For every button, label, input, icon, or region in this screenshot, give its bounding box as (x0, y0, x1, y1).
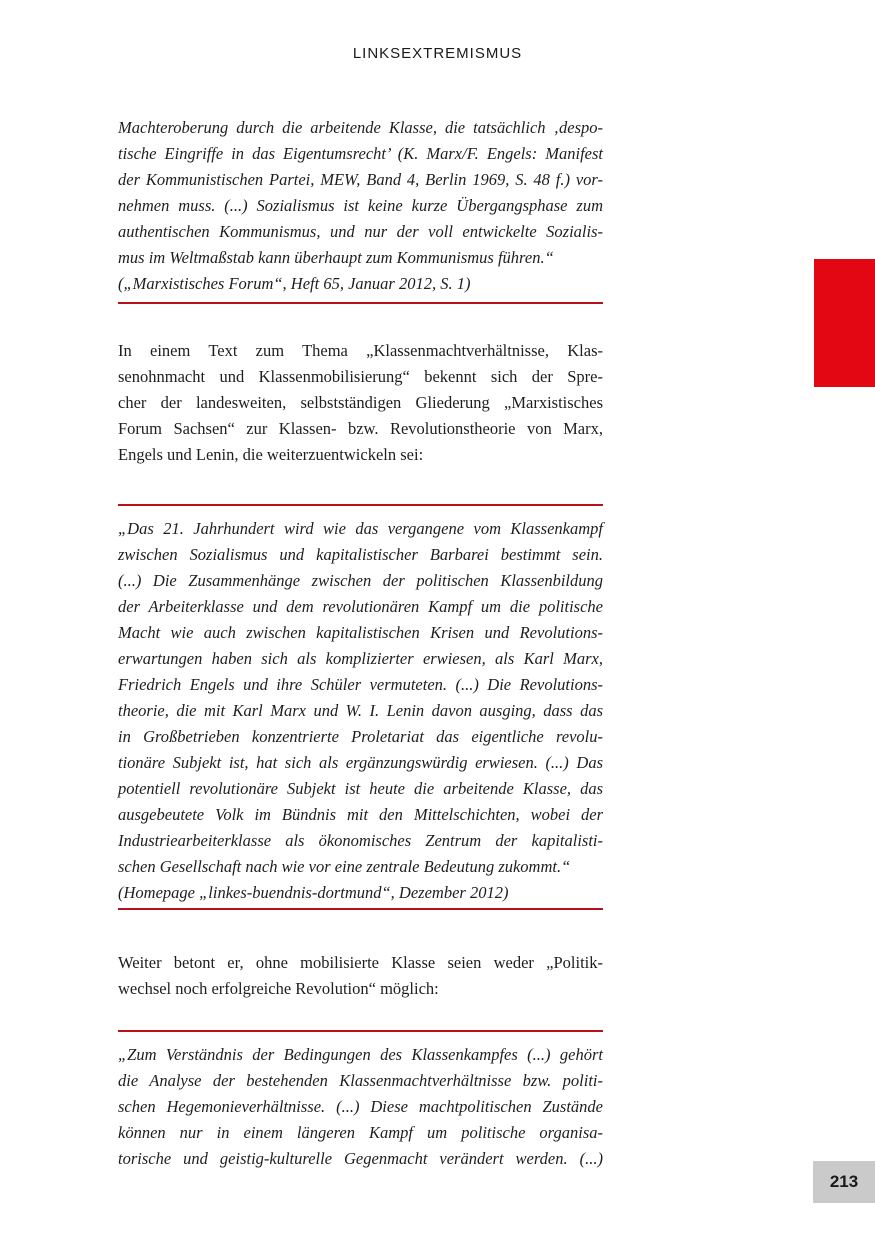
text-line: Machteroberung durch die arbeitende Klasse, die tatsächlich ‚despo- (118, 118, 603, 137)
quote-3-paragraph (118, 1042, 603, 1172)
quote-block-1 (118, 115, 603, 297)
text-line: in Großbetrieben konzentrierte Proletariat das eigentliche revolu- (118, 727, 603, 746)
body-paragraph-2 (118, 950, 603, 1002)
text-line: die Analyse der bestehenden Klassenmachtverhältnisse bzw. politi- (118, 1071, 603, 1090)
text-line: der Arbeiterklasse und dem revolutionären Kampf um die politische (118, 597, 603, 616)
text-line: nehmen muss. (...) Sozialismus ist keine kurze Übergangsphase zum (118, 196, 603, 215)
red-rule-divider (118, 302, 603, 304)
chapter-tab-marker (814, 259, 875, 387)
red-rule-divider (118, 1030, 603, 1032)
red-rule-divider (118, 908, 603, 910)
quote-2-paragraph (118, 516, 603, 880)
quote-2-citation: (Homepage „linkes-buendnis-dortmund“, Dezember 2012) (118, 883, 509, 902)
text-line: (...) Die Zusammenhänge zwischen der politischen Klassenbildung (118, 571, 603, 590)
body-paragraph-2-lines (118, 950, 603, 1002)
page-number: 213 (829, 1172, 859, 1191)
text-line: tische Eingriffe in das Eigentumsrecht’ (K. Marx/F. Engels: Manifest (118, 144, 603, 163)
red-rule-divider (118, 504, 603, 506)
text-line: wechsel noch erfolgreiche Revolution“ möglich: (118, 979, 439, 998)
quote-block-3 (118, 1042, 603, 1172)
text-line: tionäre Subjekt ist, hat sich als ergänzungswürdig erwiesen. (...) Das (118, 753, 603, 772)
text-line: Weiter betont er, ohne mobilisierte Klasse seien weder „Politik- (118, 953, 603, 972)
text-line: erwartungen haben sich als komplizierter erwiesen, als Karl Marx, (118, 649, 603, 668)
text-line: Macht wie auch zwischen kapitalistischen Krisen und Revolutions- (118, 623, 603, 642)
text-line: ausgebeutete Volk im Bündnis mit den Mittelschichten, wobei der (118, 805, 603, 824)
body-paragraph-1 (118, 338, 603, 468)
body-paragraph-1-lines (118, 338, 603, 468)
page-header-title: LINKSEXTREMISMUS (352, 45, 523, 62)
text-line: In einem Text zum Thema „Klassenmachtverhältnisse, Klas- (118, 341, 603, 360)
text-line: können nur in einem längeren Kampf um politische organisa- (118, 1123, 603, 1142)
text-line: torische und geistig-kulturelle Gegenmacht verändert werden. (...) (118, 1149, 603, 1168)
text-line: Friedrich Engels und ihre Schüler vermuteten. (...) Die Revolutions- (118, 675, 603, 694)
text-line: Industriearbeiterklasse als ökonomisches Zentrum der kapitalisti- (118, 831, 603, 850)
text-line: senohnmacht und Klassenmobilisierung“ bekennt sich der Spre- (118, 367, 603, 386)
page-number-box (813, 1161, 875, 1203)
quote-block-2 (118, 516, 603, 906)
text-line: Engels und Lenin, die weiterzuentwickeln sei: (118, 445, 424, 464)
text-line: mus im Weltmaßstab kann überhaupt zum Kommunismus führen.“ (118, 248, 554, 267)
text-line: cher der landesweiten, selbstständigen Gliederung „Marxistisches (118, 393, 603, 412)
quote-1-paragraph (118, 115, 603, 271)
text-line: der Kommunistischen Partei, MEW, Band 4, Berlin 1969, S. 48 f.) vor- (118, 170, 603, 189)
quote-1-citation: („Marxistisches Forum“, Heft 65, Januar 2012, S. 1) (118, 274, 471, 293)
text-line: authentischen Kommunismus, und nur der voll entwickelte Sozialis- (118, 222, 603, 241)
text-line: theorie, die mit Karl Marx und W. I. Lenin davon ausging, dass das (118, 701, 603, 720)
text-line: „Zum Verständnis der Bedingungen des Klassenkampfes (...) gehört (118, 1045, 603, 1064)
text-line: potentiell revolutionäre Subjekt ist heute die arbeitende Klasse, das (118, 779, 603, 798)
text-line: „Das 21. Jahrhundert wird wie das vergangene vom Klassenkampf (118, 519, 603, 538)
text-line: schen Gesellschaft nach wie vor eine zentrale Bedeutung zukommt.“ (118, 857, 571, 876)
text-line: Forum Sachsen“ zur Klassen- bzw. Revolutionstheorie von Marx, (118, 419, 603, 438)
text-line: schen Hegemonieverhältnisse. (...) Diese machtpolitischen Zustände (118, 1097, 603, 1116)
text-line: zwischen Sozialismus und kapitalistischer Barbarei bestimmt sein. (118, 545, 603, 564)
